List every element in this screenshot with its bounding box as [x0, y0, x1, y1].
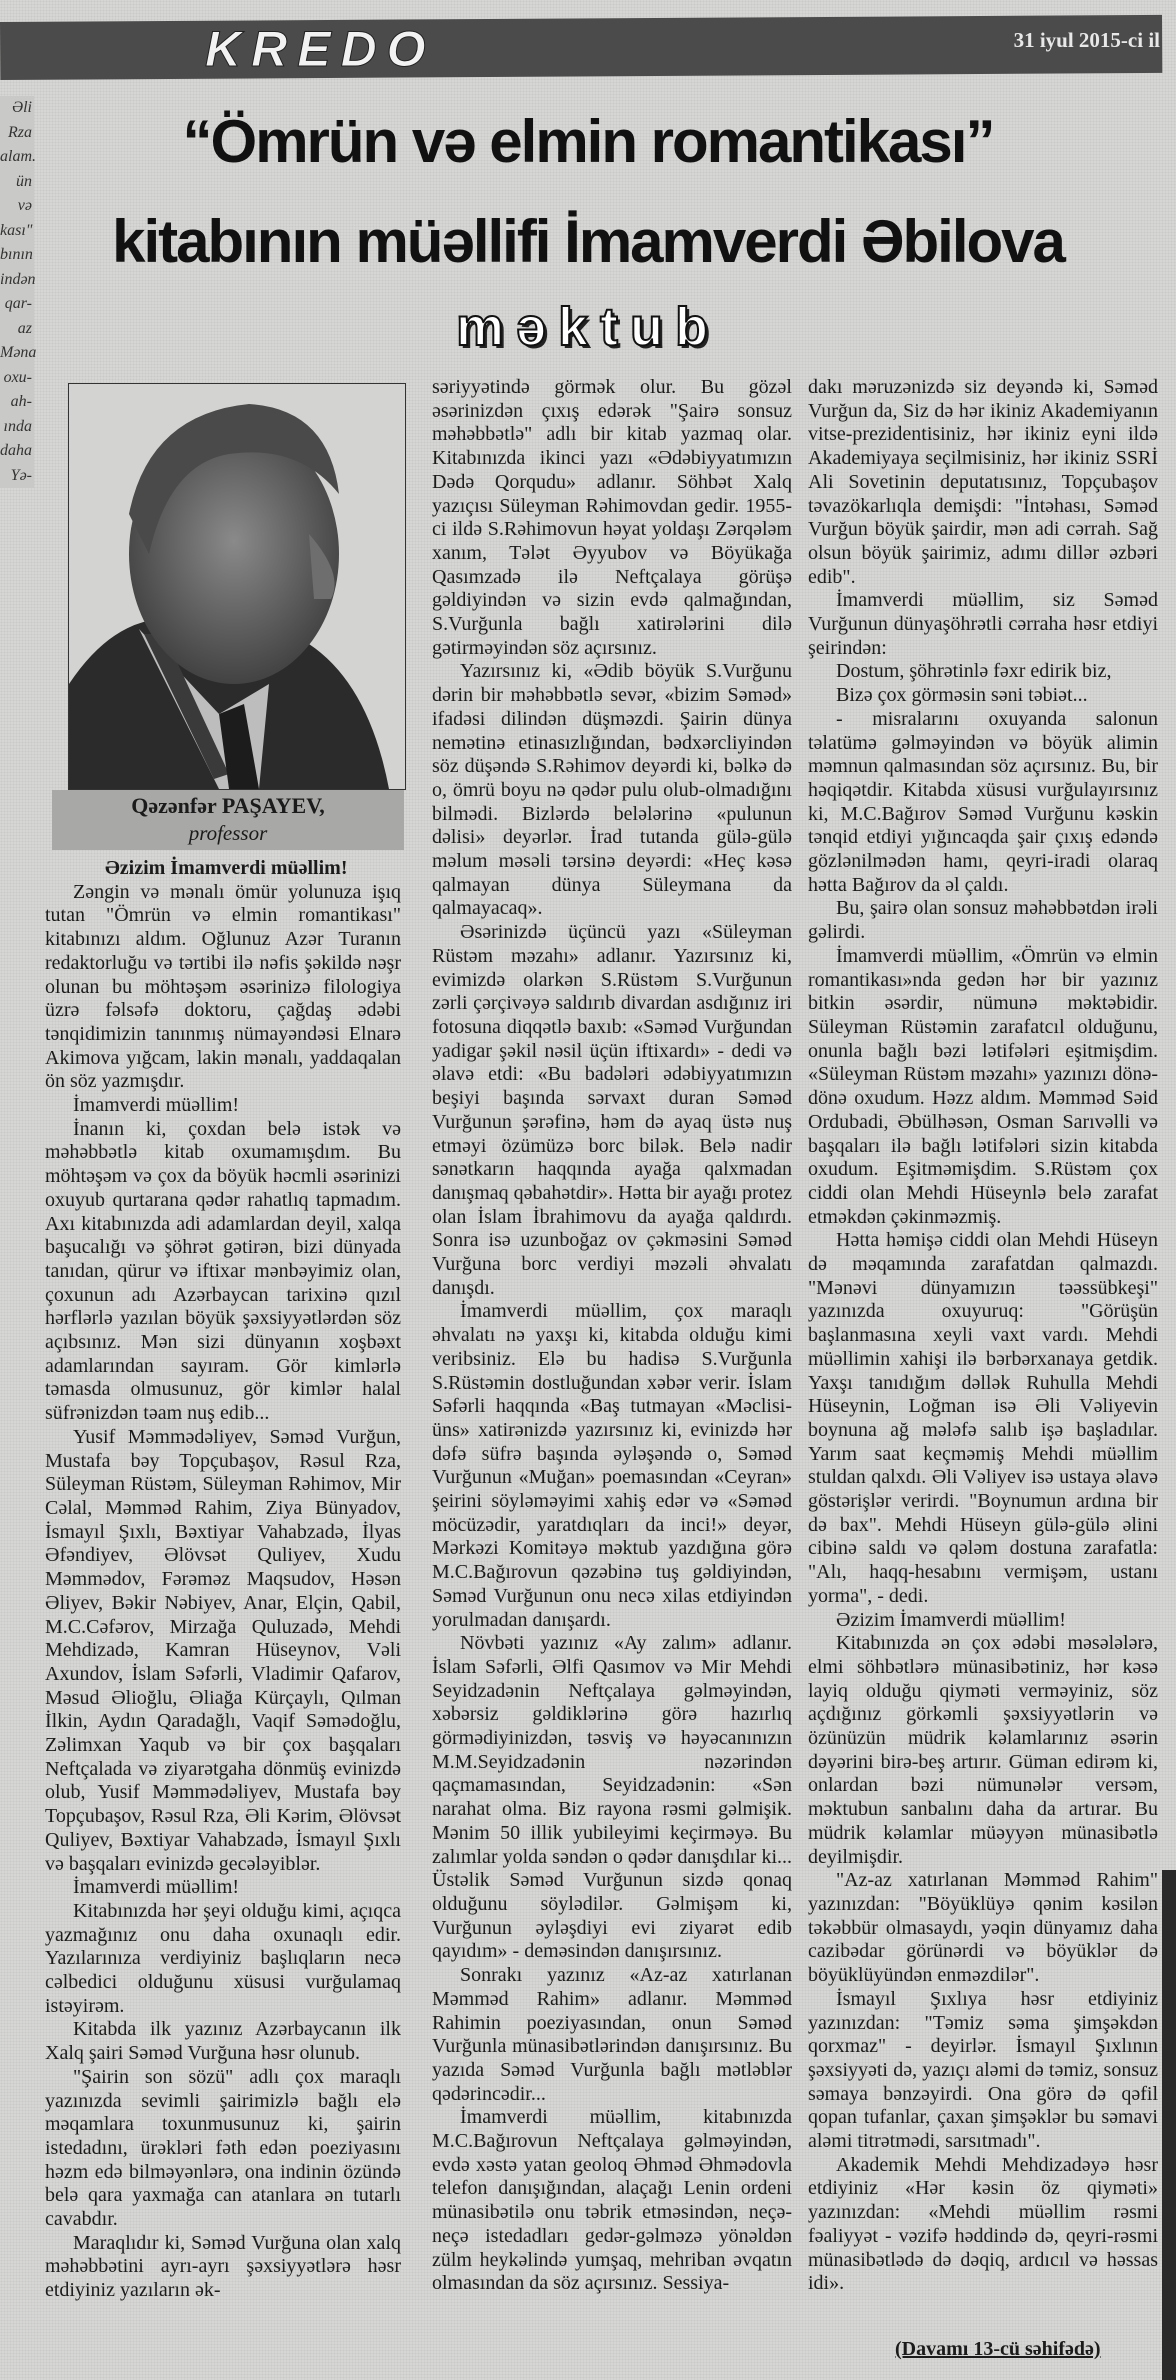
paragraph: Kitabınızda ən çox ədəbi məsələlərə, elmi söhbətlərə münasibətiniz, hər kəsə layiq olduğu qiyməti verməyiniz, söz açdığınız görkəmli şəxsiyyətlərin və özünüzün müdrik kəlamlarınız əsərin dəyərini birə-beş artırır. Güman edirəm ki, onlardan bəzi nümunələr versəm, məktubun sanbalını daha da artırar. Bu müdrik kəlamlar müəyyən münasibətlə deyilmişdir.: [808, 1632, 1158, 1868]
paragraph: Maraqlıdır ki, Səməd Vurğuna olan xalq məhəbbətini ayrı-ayrı şəxsiyyətlərə həsr etdiyiniz yazıların ək-: [45, 2231, 401, 2302]
paragraph: Yusif Məmmədəliyev, Səməd Vurğun, Mustafa bəy Topçubaşov, Rəsul Rza, Süleyman Rüstəm, Süleyman Rəhimov, Mir Cəlal, Məmməd Rahim, Ziya Bünyadov, İsmayıl Şıxlı, Bəxtiyar Vahabzadə, İlyas Əfəndiyev, Əlövsət Quliyev, Xudu Məmmədov, Fərəməz Maqsudov, Həsən Əliyev, Bəkir Nəbiyev, Anar, Elçin, Qabil, M.C.Cəfərov, Mirzağa Quluzadə, Mehdi Mehdizadə, Kamran Hüseynov, Vəli Axundov, İslam Səfərli, Vladimir Qafarov, Məsud Əlioğlu, Əliağa Kürçaylı, Qılman İlkin, Aydın Qaradağlı, Vaqif Səmədoğlu, Zəlimxan Yaqub və bir çox başqaları Neftçalada və ziyarətgaha dönmüş evinizdə olub, Yusif Məmmədəliyev, Mustafa bəy Topçubaşov, Rəsul Rza, Əli Kərim, Əlövsət Quliyev, Bəxtiyar Vahabzadə, İsmayıl Şıxlı və başqaları evinizdə gecələyiblər.: [45, 1425, 401, 1875]
salutation: Əzizim İmamverdi müəllim!: [105, 857, 348, 879]
section-name: KREDO: [205, 21, 436, 77]
paragraph: İmamverdi müəllim!: [73, 1094, 240, 1117]
headline-line-1: “Ömrün və elmin romantikası”: [182, 108, 994, 175]
paragraph: Kitabda ilk yazınız Azərbaycanın ilk Xalq şairi Səməd Vurğuna həsr olunub.: [45, 2018, 401, 2065]
paragraph: "Az-az xatırlanan Məmməd Rahim" yazınızdan: "Böyüklüyə qənim kəsilən təkəbbür olmasaydı, yəqin dünyamız daha cazibədar görünərdi və böyüklər də böyüklüyündən enməzdilər".: [808, 1869, 1158, 1987]
portrait-image: [69, 384, 405, 789]
poem-line: Bizə çox görməsin səni təbiət...: [836, 684, 1088, 707]
author-caption: [52, 790, 404, 850]
headline-line-2: kitabının müəllifi İmamverdi Əbilova: [112, 208, 1064, 275]
paragraph: - misralarını oxuyanda salonun təlatümə gəlməyindən və böyük alimin məmnun qalmasından söz açırsınız. Bu, bir həqiqətdir. Kitabda xüsusi vurğulayırsınız ki, M.C.Bağırov Səməd Vurğunu kəskin tənqid etdiyi yığıncaqda şair çıxış edəndə gözlənilmədən hamı, qeyri-iradi olaraq hətta Bağırov da əl çaldı.: [808, 707, 1158, 896]
paragraph: dakı məruzənizdə siz deyəndə ki, Səməd Vurğun da, Siz də hər ikiniz Akademiyanın vitse-prezidentisiniz, hər ikiniz eyni ildə Akademiyaya seçilmisiniz, hər ikiniz SSRİ Ali Sovetinin deputatısınız, Topçubaşov təvazökarlıqla demişdi: "İntəhası, Səməd Vurğun böyük şairdir, mən adi cərrah. Sağ olsun böyük şairimiz, adımı dillər əzbəri edib".: [808, 376, 1158, 588]
paragraph: Bu, şairə olan sonsuz məhəbbətdən irəli gəlirdi.: [808, 897, 1158, 944]
paragraph: Əzizim İmamverdi müəllim!: [836, 1608, 1066, 1631]
page-edge-shadow: [1162, 1870, 1176, 2380]
fragment-line: Məna: [0, 344, 37, 361]
issue-date: 31 iyul 2015-ci il: [1013, 28, 1160, 52]
paragraph: İnanın ki, çoxdan belə istək və məhəbbətlə kitab oxumamışdım. Bu möhtəşəm və çox da böyük həcmli əsərinizi oxuyub qurtarana qədər rahatlıq tapmadım. Axı kitabınızda adi adamlardan deyil, xalqa başucalığı və şöhrət gətirən, bizi dünyada tanıdan, qürur və iftixar mənbəyimiz olan, çoxunun adı Azərbaycan tarixinə qızıl hərflərlə yazılan böyük şəxsiyyətlərdən söz açıbsınız. Mən sizi dünyanın xoşbəxt adamlarından sayıram. Gör kimlərlə təmasda olmusunuz, gör kimlər halal süfrənizdən təam nuş edib...: [45, 1117, 401, 1425]
author-title: professor: [188, 821, 268, 845]
paragraph: Hətta həmişə ciddi olan Mehdi Hüseyn də məqamında zarafatdan qalmazdı. "Mənəvi dünyamızın təəssübkeşi" yazınızda oxuyuruq: "Görüşün başlanmasına xeyli vaxt vardı. Mehdi müəllimin xahişi ilə bərbərxanaya getdik. Yaxşı tanıdığım dəllək Ruhulla Mehdi Hüseynin, Loğman isə Əli Vəliyevin boynuna ağ mələfə salıb işə başladılar. Yarım saat keçməmiş Mehdi müəllim stuldan qalxdı. Əli Vəliyev isə ustaya əlavə göstərişlər verirdi. "Boynumun ardına bir də bax". Mehdi Hüseyn gülə-gülə əlini cibinə saldı və qələm dostuna zarafatla: "Alı, haqq-hesabını vermişəm, ustanı yorma", - dedi.: [808, 1229, 1158, 1607]
headline-kicker: məktub: [455, 297, 721, 357]
fragment-line: alam.: [0, 148, 36, 165]
fragment-line: qar-: [4, 295, 32, 312]
fragment-line: daha: [0, 442, 32, 459]
paragraph: Kitabınızda hər şeyi olduğu kimi, açıqca yazmağınız onu daha oxunaqlı edir. Yazılarınıza verdiyiniz başlıqların necə cəlbedici olduğunu xüsusi vurğulamaq istəyirəm.: [45, 1899, 401, 2017]
paragraph: İmamverdi müəllim!: [73, 1876, 240, 1899]
paragraph: Akademik Mehdi Mehdizadəyə həsr etdiyiniz «Hər kəsin öz qiyməti» yazınızdan: «Mehdi müəllim rəsmi fəaliyyət - vəzifə həddində də, qeyri-rəsmi münasibətlədə də dəqiq, ardıcıl və həssas idi».: [808, 2153, 1158, 2295]
fragment-line: az: [17, 319, 32, 337]
paragraph: Sonrakı yazınız «Az-az xatırlanan Məmməd Rahim» adlanır. Məmməd Rahimin poeziyasından, onun Səməd Vurğunla münasibətlərindən danışırsınız. Bu yazıda Səməd Vurğunla bağlı mətləblər qədərincədir...: [432, 1964, 792, 2105]
article-column-3: [808, 376, 1158, 2296]
paragraph: "Şairin son sözü" adlı çox maraqlı yazınızda sevimli şairimizlə bağlı elə məqamlara toxunmusunuz ki, şairin istedadını, ürəkləri fəth edən poeziyasını həzm edə bilməyənlərə, ona indinin özündə belə qara yaxmağa can atanlara ən tutarlı cavabdır.: [45, 2065, 401, 2231]
paragraph: Əsərinizdə üçüncü yazı «Süleyman Rüstəm məzahı» adlanır. Yazırsınız ki, evimizdə olarkən S.Rüstəm S.Vurğunun zərli çərçivəyə saldırıb divardan asdığınız iri fotosuna diqqətlə baxıb: «Səməd Vurğundan yadigar şəkil nəsil üçün iftixardı» - dedi və əlavə etdi: «Bu badələri ədəbiyyatımızın beşiyi başında sərvaxt duran Səməd Vurğunun şərəfinə, həm də ayaq üstə nuş etməyi özümüzə borc bilək. Belə nadir sənətkarın haqqında ayağa qalxmadan danışmaq qəbahətdir». Hətta bir ayağı protez olan İslam İbrahimovu da ayağa qaldırdı. Sonra isə uzunboğaz ov çəkməsini Səməd Vurğuna borc verdiyi məzəli əhvalatı danışdı.: [432, 921, 792, 1299]
fragment-line: indən: [0, 270, 36, 288]
fragment-line: ah-: [10, 393, 32, 410]
article-column-1: [45, 857, 401, 2303]
fragment-line: oxu-: [3, 368, 32, 386]
author-photo: [68, 383, 406, 790]
paragraph: səriyyətində görmək olur. Bu gözəl əsərinizdən çıxış edərək "Şairə sonsuz məhəbbətlə" adlı bir kitab yazmaq olar. Kitabınızda ikinci yazı «Ədəbiyyatımızın Dədə Qorqudu» adlanır. Söhbət Xalq yazıçısı Süleyman Rəhimovdan gedir. 1955-ci ildə S.Rəhimovun həyat yoldaşı Zərqələm xanım, Tələt Əyyubov və Böyükağa Qasımzadə ilə Neftçalaya görüşə gəldiyindən və sizin evdə qalmağından, S.Vurğunla bağlı xatirələrini dilə gətirməyindən söz açırsınız.: [432, 376, 792, 659]
paragraph: İsmayıl Şıxlıya həsr etdiyiniz yazınızdan: "Təmiz səma şimşəkdən qorxmaz" - deyirlər. İsmayıl Şıxlının şəxsiyyəti də, yazıçı aləmi də təmiz, sonsuz səmaya bənzəyirdi. Ona görə də qəfil qopan tufanlar, çaxan şimşəklər bu səmavi aləmi titrətmədi, sarsıtmadı".: [808, 1987, 1158, 2153]
fragment-line: Yə-: [10, 466, 32, 484]
article-column-2: [432, 376, 792, 2296]
continued-on-page-note: (Davamı 13-cü səhifədə): [895, 2338, 1101, 2360]
author-name: Qəzənfər PAŞAYEV,: [131, 793, 325, 818]
paragraph: Yazırsınız ki, «Ədib böyük S.Vurğunu dərin bir məhəbbətlə sevər, «bizim Səməd» ifadəsi dilindən düşməzdi. Şairin dünya nemətinə etinasızlığından, bədxərcliyindən söz düşəndə S.Rəhimov deyərdi ki, bəlkə də o, ömrü boyu nə qədər pulu olub-olmadığını bilmədi. Bizlərdə belələrinə «pulunun dəlisi» deyərlər. İrad tutanda gülə-gülə məlum məsəli tərsinə deyərdi: «Heç kəsə qalmayan dünya Süleymana da qalmayacaq».: [432, 660, 792, 920]
paragraph: İmamverdi müəllim, çox maraqlı əhvalatı nə yaxşı ki, kitabda olduğu kimi veribsiniz. Elə bu hadisə S.Vurğunla S.Rüstəmin dostluğundan xəbər verir. İslam Səfərli haqqında «Baş tutmayan «Məclisi-üns» xatirənizdə yazırsınız ki, evinizdə hər dəfə süfrə başında əyləşəndə o, Səməd Vurğunun «Muğan» poemasından «Ceyran» şeirini söyləməyimi xahiş edər və «Səməd möcüzədir, yaratdıqları da inci!» deyər, Mərkəzi Komitəyə məktub yazdığına görə M.C.Bağırovun qəzəbinə tuş gəldiyindən, Səməd Vurğunun onu necə xilas etdiyindən yorulmadan danışardı.: [432, 1300, 792, 1631]
poem-line: Dostum, şöhrətinlə fəxr edirik biz,: [836, 660, 1112, 683]
paragraph: Növbəti yazınız «Ay zalım» adlanır. İslam Səfərli, Əlfi Qasımov və Mir Mehdi Seyidzadənin Neftçalaya gəlməyindən, xəbərsiz gəldiklərinə görə hazırlıq görmədiyinizdən, təsviş və həyəcanınızın M.M.Seyidzadənin nəzərindən qaçmamasından, Seyidzadənin: «Sən narahat olma. Biz rayona rəsmi gəlmişik. Mənim 50 illik yubileyimi keçirməyə. Bu zalımlar yolda səndən o qədər danışdılar ki... Üstəlik Səməd Vurğunun sizdə qonaq olduğunu söylədilər. Gəlmişəm ki, Vurğunun əyləşdiyi evi ziyarət edib qayıdım» - deməsindən danışırsınız.: [432, 1632, 792, 1963]
fragment-line: ında: [3, 417, 32, 435]
fragment-line: ün və: [16, 172, 32, 214]
section-header-band: [0, 15, 1162, 80]
fragment-line: kası": [0, 221, 33, 239]
paragraph: İmamverdi müəllim, «Ömrün və elmin romantikası»nda gedən hər bir yazınız bitkin əsərdir, nümunə məktəbidir. Süleyman Rüstəmin zarafatcıl olduğunu, onunla bağlı bəzi lətifələri eşitmişdim. «Süleyman Rüstəm məzahı» yazınızı dönə-dönə oxudum. Həzz aldım. Məmməd Səid Ordubadi, Əbülhəsən, Osman Sarıvəlli və başqaları ilə bağlı lətifələri sizin kitabda oxudum. Eşitməmişdim. S.Rüstəm çox ciddi olan Mehdi Hüseynlə belə zarafat etməkdən çəkinməzmiş.: [808, 944, 1158, 1228]
fragment-line: Əli Rza: [8, 99, 32, 141]
fragment-line: bının: [0, 246, 33, 263]
paragraph: İmamverdi müəllim, kitabınızda M.C.Bağırovun Neftçalaya gəlməyindən, evdə xəstə yatan geoloq Əhməd Əhmədovla telefon danışığından, alaçağı Lenin ordeni münasibətilə onu təbrik etməsindən, neçə-neçə istedadları gedər-gəlməzə yönəldən zülm heykəlində yumşaq, mehriban əvqatın olmasından da söz açırsınız. Sessiya-: [432, 2106, 792, 2295]
paragraph: İmamverdi müəllim, siz Səməd Vurğunun dünyaşöhrətli cərraha həsr etdiyi şeirindən:: [808, 589, 1158, 659]
paragraph: Zəngin və mənalı ömür yolunuza işıq tutan "Ömrün və elmin romantikası" kitabınızı aldım. Oğlunuz Azər Turanın redaktorluğu və tərtibi ilə nəfis şəkildə nəşr olunan bu möhtəşəm əsərinizə filologiya üzrə fəlsəfə doktoru, çağdaş ədəbi tənqidimizin tanınmış nümayəndəsi Elnarə Akimova yığcam, lakin mənalı, yaddaqalan ön söz yazmışdır.: [45, 880, 401, 1093]
